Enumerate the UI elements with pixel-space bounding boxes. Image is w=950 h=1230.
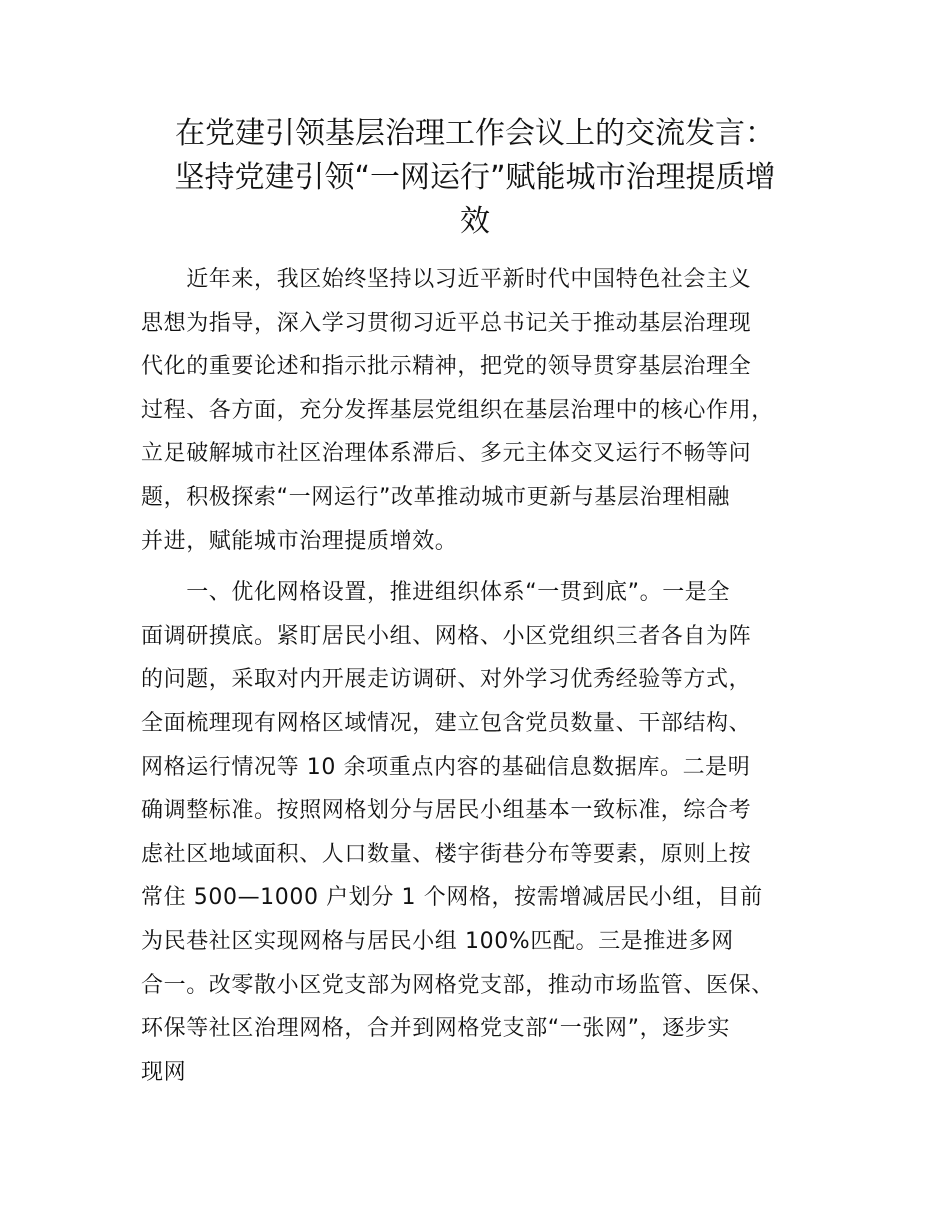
paragraph-line: 全面梳理现有网格区域情况，建立包含党员数量、干部结构、	[141, 710, 752, 736]
paragraph-line: 现网	[141, 1059, 187, 1085]
paragraph-line: 确调整标准。按照网格划分与居民小组基本一致标准，综合考	[141, 798, 752, 824]
paragraph-line: 代化的重要论述和指示批示精神，把党的领导贯穿基层治理全	[141, 354, 752, 380]
paragraph-line: 一、优化网格设置，推进组织体系“一贯到底”。一是全	[141, 580, 730, 606]
paragraph-intro	[141, 258, 831, 563]
paragraph-line: 近年来，我区始终坚持以习近平新时代中国特色社会主义	[141, 267, 752, 292]
paragraph-line: 虑社区地域面积、人口数量、楼宇街巷分布等要素，原则上按	[141, 841, 752, 867]
paragraph-line: 环保等社区治理网格，合并到网格党支部“一张网”，逐步实	[141, 1016, 730, 1042]
title-line-2: 坚持党建引领“一网运行”赋能城市治理提质增	[174, 160, 776, 195]
paragraph-line: 的问题，采取对内开展走访调研、对外学习优秀经验等方式，	[141, 667, 752, 693]
document-title	[120, 112, 830, 244]
paragraph-line: 并进，赋能城市治理提质增效。	[141, 528, 458, 554]
title-line-1: 在党建引领基层治理工作会议上的交流发言：	[175, 116, 775, 151]
paragraph-line: 题，积极探索“一网运行”改革推动城市更新与基层治理相融	[141, 484, 730, 510]
paragraph-line: 面调研摸底。紧盯居民小组、网格、小区党组织三者各自为阵	[141, 623, 752, 649]
paragraph-line: 常住 500—1000 户划分 1 个网格，按需增减居民小组，目前	[141, 885, 763, 911]
paragraph-section-one	[141, 571, 831, 1094]
paragraph-line: 合一。改零散小区党支部为网格党支部，推动市场监管、医保、	[141, 972, 774, 998]
paragraph-line: 过程、各方面，充分发挥基层党组织在基层治理中的核心作用，	[141, 397, 774, 423]
title-line-3: 效	[460, 204, 490, 239]
paragraph-line: 为民巷社区实现网格与居民小组 100%匹配。三是推进多网	[141, 928, 734, 954]
paragraph-gap	[141, 563, 831, 571]
paragraph-line: 立足破解城市社区治理体系滞后、多元主体交叉运行不畅等问	[141, 441, 752, 467]
paragraph-line: 思想为指导，深入学习贯彻习近平总书记关于推动基层治理现	[141, 310, 752, 336]
document-body	[141, 258, 831, 1094]
paragraph-line: 网格运行情况等 10 余项重点内容的基础信息数据库。二是明	[141, 754, 751, 780]
